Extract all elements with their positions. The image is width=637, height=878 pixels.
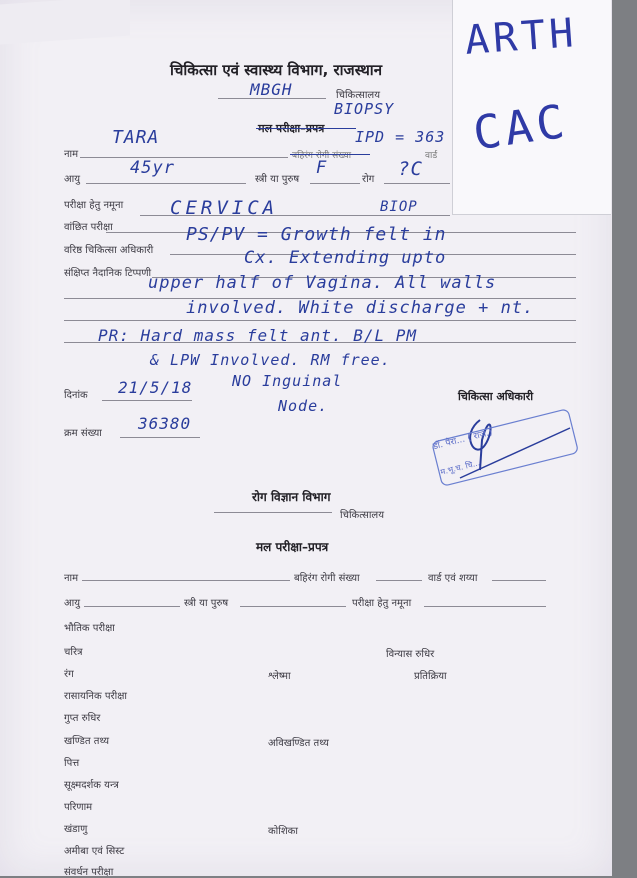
b-outpatient-line [376, 580, 422, 581]
character-label: चरित्र [64, 647, 83, 658]
stamp-subtext: म.भू.च. चि... [439, 458, 481, 477]
desired-test-label: वांछित परीक्षा [64, 222, 113, 233]
age-label: आयु [64, 174, 81, 185]
name-line [80, 157, 288, 158]
sample-value-right: BIOP [380, 199, 418, 215]
age-line [86, 183, 246, 184]
b-sample-label: परीक्षा हेतु नमूना [352, 598, 412, 609]
physical-label: भौतिक परीक्षा [64, 623, 115, 634]
clinical-note-label: संक्षिप्त नैदानिक टिप्पणी [64, 268, 152, 279]
color-label: रंग [64, 669, 74, 680]
senior-officer-label: वरिष्ठ चिकित्सा अधिकारी [64, 245, 154, 256]
hospital-suffix: चिकित्सालय [336, 90, 380, 101]
b-ward-line [492, 580, 546, 581]
outpatient-label: बहिरंग रोगी संख्या [292, 151, 352, 161]
sex-label: स्त्री या पुरुष [255, 174, 300, 185]
disease-value: ?C [398, 158, 423, 180]
bottom-hospital-line [214, 512, 332, 513]
b-outpatient-label: बहिरंग रोगी संख्या [294, 573, 360, 584]
form-title: मल परीक्षा–प्रपत्र [258, 122, 325, 135]
unfragmented-label: अविखण्डित तथ्य [268, 738, 329, 749]
b-name-label: नाम [64, 573, 79, 584]
patient-name: TARA [112, 127, 160, 148]
note-line-7: NO Inguinal [232, 372, 343, 390]
outpatient-strike [290, 154, 370, 155]
b-sample-line [424, 606, 546, 607]
parasites-label: खंडाणु [64, 824, 88, 835]
b-age-label: आयु [64, 598, 81, 609]
biopsy-overwrite: BIOPSY [334, 100, 395, 118]
occult-blood-label: गुप्त रुधिर [64, 713, 101, 724]
title-strikethrough [256, 128, 356, 129]
date-line [102, 400, 192, 401]
note-line-5: PR: Hard mass felt ant. B/L PM [98, 326, 417, 345]
b-sex-line [240, 606, 346, 607]
sex-line [310, 183, 360, 184]
blood-arrangement-label: विन्यास रुधिर [386, 649, 435, 660]
torn-corner [0, 0, 130, 45]
department-title: चिकित्सा एवं स्वास्थ्य विभाग, राजस्थान [170, 61, 383, 79]
date-label: दिनांक [64, 390, 88, 401]
note-line-4: involved. White discharge + nt. [186, 298, 535, 318]
hospital-name-handwritten: MBGH [250, 80, 293, 99]
reaction-label: प्रतिक्रिया [414, 671, 447, 682]
sticky-note [452, 0, 611, 215]
disease-label: रोग [362, 174, 375, 185]
sticky-line-1: ARTH [463, 10, 579, 64]
patient-age: 45yr [130, 158, 175, 178]
b-ward-label: वार्ड एवं शय्या [428, 573, 478, 584]
signature-stamp [420, 400, 590, 500]
patient-sex: F [316, 158, 328, 178]
chemical-label: रासायनिक परीक्षा [64, 691, 127, 702]
note-line-8: Node. [278, 397, 329, 415]
ipd-number: IPD = 363 [355, 128, 446, 146]
stamp-text: डॉ. पैरा... ( राज.) [432, 427, 494, 453]
amoeba-cyst-label: अमीबा एवं सिस्ट [64, 846, 125, 857]
bile-label: पित्त [64, 758, 80, 769]
serial-label: क्रम संख्या [64, 428, 102, 439]
b-name-line [82, 580, 290, 581]
note-line-6: & LPW Involved. RM free. [150, 351, 391, 369]
sample-label: परीक्षा हेतु नमूना [64, 200, 124, 211]
cells-label: कोशिका [268, 826, 298, 837]
serial-line [120, 437, 200, 438]
mucus-label: श्लेष्मा [268, 671, 291, 682]
b-age-line [84, 606, 180, 607]
note-line-2: Cx. Extending upto [244, 248, 447, 268]
date-value: 21/5/18 [118, 378, 193, 397]
bottom-hospital-suffix: चिकित्सालय [340, 510, 384, 521]
b-sex-label: स्त्री या पुरुष [184, 598, 229, 609]
ward-label: वार्ड [425, 151, 438, 161]
microscope-label: सूक्ष्मदर्शक यन्त्र [64, 780, 119, 791]
note-line-3: upper half of Vagina. All walls [148, 273, 497, 293]
culture-label: संवर्धन परीक्षा [64, 867, 114, 878]
medical-officer-label: चिकित्सा अधिकारी [458, 390, 534, 403]
name-label: नाम [64, 149, 79, 160]
fragmented-label: खण्डित तथ्य [64, 736, 110, 747]
clinical-note-line-3 [64, 320, 576, 321]
sample-value: CERVICA [170, 197, 279, 219]
bottom-form-title: मल परीक्षा–प्रपत्र [256, 540, 329, 554]
serial-value: 36380 [138, 414, 192, 433]
disease-line [384, 183, 450, 184]
result-label: परिणाम [64, 802, 93, 813]
sticky-line-2: CAC [469, 93, 572, 161]
note-line-1: PS/PV = Growth felt in [186, 224, 447, 245]
pathology-dept: रोग विज्ञान विभाग [252, 490, 331, 504]
